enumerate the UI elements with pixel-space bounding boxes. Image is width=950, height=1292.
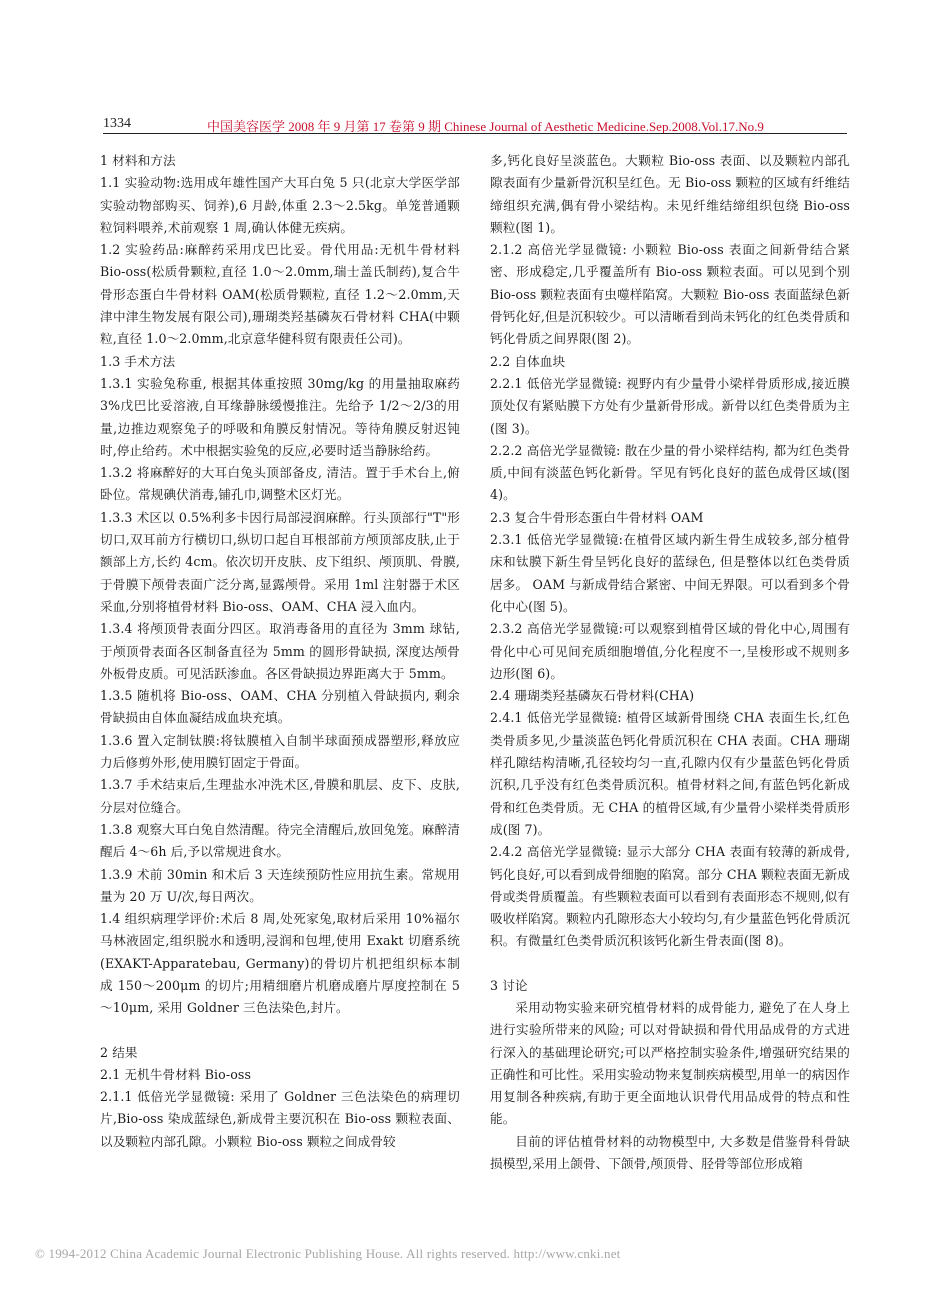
paragraph: 1.3.8 观察大耳白兔自然清醒。待完全清醒后,放回兔笼。麻醉清醒后 4～6h 后,予以常规进食水。: [100, 821, 460, 860]
paragraph: 2.3.2 高倍光学显微镜:可以观察到植骨区域的骨化中心,周围有骨化中心可见间充质细胞增值,分化程度不一,呈梭形或不规则多边形(图 6)。: [490, 621, 850, 681]
paragraph: 目前的评估植骨材料的动物模型中, 大多数是借鉴骨科骨缺损模型,采用上颌骨、下颌骨,颅顶骨、胫骨等部位形成箱: [490, 1133, 850, 1172]
page-number: 1334: [103, 116, 131, 131]
paragraph: 采用动物实验来研究植骨材料的成骨能力, 避免了在人身上进行实验所带来的风险; 可以对骨缺损和骨代用品成骨的方式进行深入的基础理论研究;可以严格控制实验条件,增强研究结果的正确性和可比性。采用实验动物来复制疾病模型,用单一的病因作用复制各种疾病,有助于更全面地认识骨代用品成骨的特点和性能。: [490, 999, 850, 1127]
section-heading: 2 结果: [100, 1044, 138, 1060]
section-heading: 3 讨论: [490, 977, 528, 993]
paragraph: 1.2 实验药品:麻醉药采用戊巴比妥。骨代用品:无机牛骨材料 Bio-oss(松质骨颗粒,直径 1.0～2.0mm,瑞士盖氏制药),复合牛骨形态蛋白牛骨材料 OAM(松质骨颗粒, 直径 1.2～2.0mm,天津中津生物发展有限公司),珊瑚类羟基磷灰石骨材料 CHA(中颗粒,直径 1.0～2.0mm,北京意华健科贸有限责任公司)。: [100, 242, 460, 347]
right-column: [490, 150, 850, 1175]
paragraph: 1.3.4 将颅顶骨表面分四区。取消毒备用的直径为 3mm 球钻,于颅顶骨表面各区制备直径为 5mm 的圆形骨缺损, 深度达颅骨外板骨皮质。可见活跃渗血。各区骨缺损边界距离大于 5mm。: [100, 621, 460, 681]
paragraph: 1.4 组织病理学评价:术后 8 周,处死家兔,取材后采用 10%福尔马林液固定,组织脱水和透明,浸润和包埋,使用 Exakt 切磨系统(EXAKT-Apparatebau, Germany)的骨切片机把组织标本制成 150～200μm 的切片;用精细磨片机磨成磨片厚度控制在 5～10μm, 采用 Goldner 三色法染色,封片。: [100, 911, 460, 1016]
paragraph: 1.1 实验动物:选用成年雄性国产大耳白兔 5 只(北京大学医学部实验动物部购买、饲养),6 月龄,体重 2.3～2.5kg。单笼普通颗粒饲料喂养,术前观察 1 周,确认体健无疾病。: [100, 175, 460, 235]
subsection-heading: 1.3 手术方法: [100, 353, 176, 369]
paragraph: 1.3.6 置入定制钛膜:将钛膜植入自制半球面预成器塑形,释放应力后修剪外形,使用膜钉固定于骨面。: [100, 732, 460, 771]
subsection-heading: 2.2 自体血块: [490, 353, 566, 369]
paragraph: 2.4.2 高倍光学显微镜: 显示大部分 CHA 表面有较薄的新成骨,钙化良好,可以看到成骨细胞的陷窝。部分 CHA 颗粒表面无新成骨或类骨质覆盖。有些颗粒表面可以看到有表面形态不规则,似有吸收样陷窝。颗粒内孔隙形态大小较均匀,有少量蓝色钙化骨质沉积。有微量红色类骨质沉积该钙化新生骨表面(图 8)。: [490, 844, 850, 949]
paragraph: 多,钙化良好呈淡蓝色。大颗粒 Bio-oss 表面、以及颗粒内部孔隙表面有少量新骨沉积呈红色。无 Bio-oss 颗粒的区域有纤维结缔组织充满,偶有骨小梁结构。未见纤维结缔组织包绕 Bio-oss 颗粒(图 1)。: [490, 153, 850, 235]
paragraph: 2.2.1 低倍光学显微镜: 视野内有少量骨小梁样骨质形成,接近膜顶处仅有紧贴膜下方处有少量新骨形成。新骨以红色类骨质为主(图 3)。: [490, 375, 850, 436]
copyright-footer: © 1994-2012 China Academic Journal Electronic Publishing House. All rights reserved. http://www.cnki.net: [35, 1246, 621, 1261]
paragraph: 1.3.9 术前 30min 和术后 3 天连续预防性应用抗生素。常规用量为 20 万 U/次,每日两次。: [100, 866, 460, 904]
paragraph: 2.3.1 低倍光学显微镜:在植骨区域内新生骨生成较多,部分植骨床和钛膜下新生骨呈钙化良好的蓝绿色, 但是整体以红色类骨质居多。 OAM 与新成骨结合紧密、中间无界限。可以看到多个骨化中心(图 5)。: [490, 532, 850, 614]
paragraph: 1.3.3 术区以 0.5%利多卡因行局部浸润麻醉。行头顶部行"T"形切口,双耳前方行横切口,纵切口起自耳根部前方颅顶部皮肤,止于额部上方,长约 4cm。依次切开皮肤、皮下组织、颅顶肌、骨膜,于骨膜下颅骨表面广泛分离,显露颅骨。采用 1ml 注射器于术区采血,分别将植骨材料 Bio-oss、OAM、CHA 浸入血内。: [100, 509, 460, 614]
paragraph: 2.1.2 高倍光学显微镜: 小颗粒 Bio-oss 表面之间新骨结合紧密、形成稳定,几乎覆盖所有 Bio-oss 颗粒表面。可以见到个别 Bio-oss 颗粒表面有虫噬样陷窝。大颗粒 Bio-oss 表面蓝绿色新骨钙化好,但是沉积较少。可以清晰看到尚未钙化的红色类骨质和钙化骨质之间界限(图 2)。: [490, 242, 850, 347]
subsection-heading: 2.3 复合牛骨形态蛋白牛骨材料 OAM: [490, 509, 704, 525]
paragraph: 1.3.5 随机将 Bio-oss、OAM、CHA 分别植入骨缺损内, 剩余骨缺损由自体血凝结成血块充填。: [100, 688, 460, 726]
paragraph: 2.4.1 低倍光学显微镜: 植骨区域新骨围绕 CHA 表面生长,红色类骨质多见,少量淡蓝色钙化骨质沉积在 CHA 表面。CHA 珊瑚样孔隙结构清晰,孔径较均匀一直,孔隙内仅有少量蓝色钙化骨质沉积,几乎没有红色类骨质沉积。植骨材料之间,有蓝色钙化新成骨和红色类骨质。无 CHA 的植骨区域,有少量骨小梁样类骨质形成(图 7)。: [490, 710, 850, 837]
running-header: [103, 114, 847, 134]
subsection-heading: 2.4 珊瑚类羟基磷灰石骨材料(CHA): [490, 688, 695, 704]
paragraph: 2.2.2 高倍光学显微镜: 散在少量的骨小梁样结构, 都为红色类骨质,中间有淡蓝色钙化新骨。罕见有钙化良好的蓝色成骨区域(图 4)。: [490, 442, 850, 503]
header-rule: [103, 133, 847, 134]
journal-title: 中国美容医学 2008 年 9 月第 17 卷第 9 期 Chinese Journal of Aesthetic Medicine.Sep.2008.Vol.17.No.9: [207, 119, 764, 134]
paragraph: 1.3.7 手术结束后,生理盐水冲洗术区,骨膜和肌层、皮下、皮肤,分层对位缝合。: [100, 777, 460, 815]
subsection-heading: 2.1 无机牛骨材料 Bio-oss: [100, 1066, 252, 1082]
paragraph: 1.3.1 实验兔称重, 根据其体重按照 30mg/kg 的用量抽取麻药 3%戊巴比妥溶液,自耳缘静脉缓慢推注。先给予 1/2～2/3的用量,边推边观察兔子的呼吸和角膜反射情况。等待角膜反射迟钝时,停止给药。术中根据实验兔的反应,必要时适当静脉给药。: [100, 375, 460, 458]
paragraph: 2.1.1 低倍光学显微镜: 采用了 Goldner 三色法染色的病理切片,Bio-oss 染成蓝绿色,新成骨主要沉积在 Bio-oss 颗粒表面、以及颗粒内部孔隙。小颗粒 Bio-oss 颗粒之间成骨较: [100, 1089, 460, 1149]
left-column: [100, 150, 460, 1153]
paragraph: 1.3.2 将麻醉好的大耳白兔头顶部备皮, 清洁。置于手术台上,俯卧位。常规碘伏消毒,铺孔巾,调整术区灯光。: [100, 465, 460, 503]
section-heading: 1 材料和方法: [100, 153, 176, 168]
